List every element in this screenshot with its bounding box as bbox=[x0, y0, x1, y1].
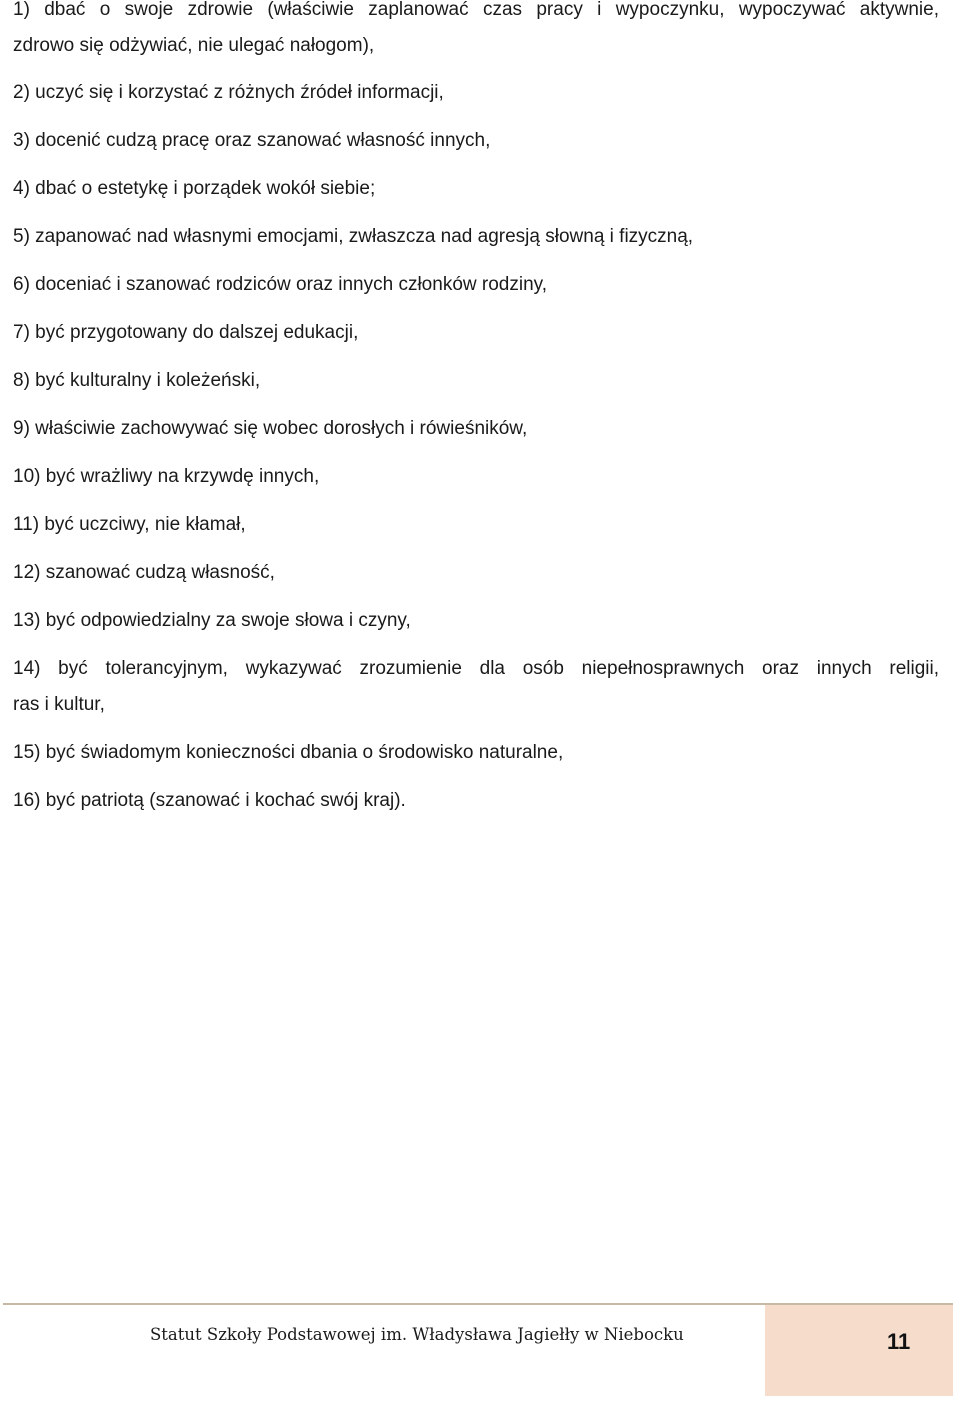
list-item-4: 4) dbać o estetykę i porządek wokół siebie; bbox=[13, 178, 376, 199]
list-item-8: 8) być kulturalny i koleżeński, bbox=[13, 370, 261, 391]
footer-title: Statut Szkoły Podstawowej im. Władysława Jagiełły w Niebocku bbox=[150, 1325, 684, 1344]
list-item-14-line-1: 14) być tolerancyjnym, wykazywać zrozumienie dla osób niepełnosprawnych oraz innych religii, bbox=[13, 658, 939, 679]
list-item-15: 15) być świadomym konieczności dbania o środowisko naturalne, bbox=[13, 742, 564, 763]
list-item-9: 9) właściwie zachowywać się wobec dorosłych i rówieśników, bbox=[13, 418, 528, 439]
list-item-1 bbox=[13, 0, 939, 64]
list-item-7: 7) być przygotowany do dalszej edukacji, bbox=[13, 322, 359, 343]
page-number: 11 bbox=[887, 1329, 911, 1354]
list-item-13: 13) być odpowiedzialny za swoje słowa i czyny, bbox=[13, 610, 411, 631]
list-item-16: 16) być patriotą (szanować i kochać swój kraj). bbox=[13, 790, 406, 811]
list-item-10: 10) być wrażliwy na krzywdę innych, bbox=[13, 466, 320, 487]
list-item-6: 6) doceniać i szanować rodziców oraz innych członków rodziny, bbox=[13, 274, 548, 295]
list-item-11: 11) być uczciwy, nie kłamał, bbox=[13, 514, 246, 535]
list-item-5: 5) zapanować nad własnymi emocjami, zwłaszcza nad agresją słowną i fizyczną, bbox=[13, 226, 694, 247]
list-item-14-line-2: ras i kultur, bbox=[13, 694, 105, 715]
list-item-2: 2) uczyć się i korzystać z różnych źródeł informacji, bbox=[13, 82, 444, 103]
list-item-1-line-2: zdrowo się odżywiać, nie ulegać nałogom), bbox=[13, 35, 375, 56]
page-number-box bbox=[765, 1305, 953, 1396]
list-item-1-line-1: 1) dbać o swoje zdrowie (właściwie zaplanować czas pracy i wypoczynku, wypoczywać aktywnie, bbox=[13, 0, 939, 20]
list-item-3: 3) docenić cudzą pracę oraz szanować własność innych, bbox=[13, 130, 491, 151]
list-item-12: 12) szanować cudzą własność, bbox=[13, 562, 275, 583]
list-item-14 bbox=[13, 651, 939, 723]
